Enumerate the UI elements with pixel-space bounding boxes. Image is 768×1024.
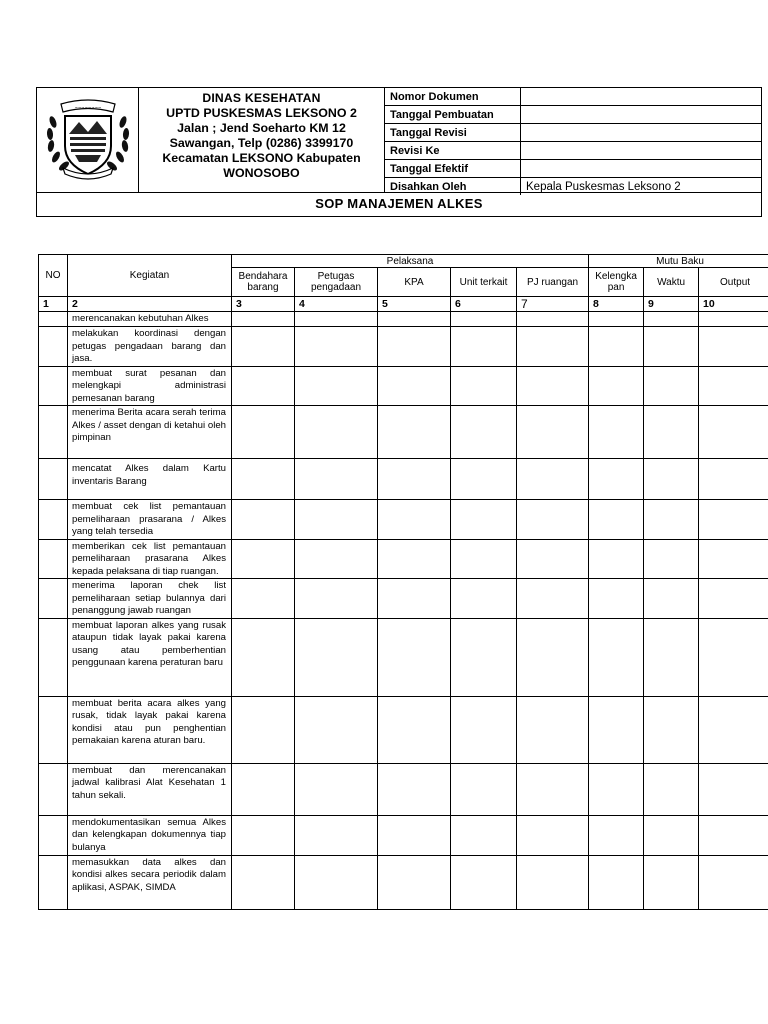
org-line: DINAS KESEHATAN xyxy=(202,91,321,105)
table-row xyxy=(39,855,768,909)
activity-text: memasukkan data alkes dan kondisi alkes secara periodik dalam aplikasi, ASPAK, SIMDA xyxy=(68,855,232,909)
activity-text: mendokumentasikan semua Alkes dan kelengkapan dokumennya tiap bulanya xyxy=(68,815,232,855)
activity-text: menerima laporan chek list pemeliharaan setiap bulannya dari penanggung jawab ruangan xyxy=(68,579,232,619)
header-kegiatan: Kegiatan xyxy=(68,255,232,297)
table-row xyxy=(39,312,768,327)
regency-crest-icon xyxy=(43,94,133,184)
activity-text: membuat berita acara alkes yang rusak, tidak layak pakai karena kondisi atau pun penghentian pemakaian karena aturan baru. xyxy=(68,696,232,763)
activity-text: membuat cek list pemantauan pemeliharaan prasarana / Alkes yang telah tersedia xyxy=(68,500,232,540)
meta-value xyxy=(521,160,762,178)
header-mutu-baku: Mutu Baku xyxy=(589,255,768,268)
header-bendahara: Bendahara barang xyxy=(232,268,295,297)
table-row xyxy=(39,366,768,406)
org-line: Sawangan, Telp (0286) 3399170 xyxy=(169,136,354,150)
column-number: 2 xyxy=(68,297,232,312)
header-no: NO xyxy=(39,255,68,297)
column-number: 7 xyxy=(517,297,589,312)
org-line: Jalan ; Jend Soeharto KM 12 xyxy=(177,121,346,135)
activity-text: membuat dan merencanakan jadwal kalibrasi Alat Kesehatan 1 tahun sekali. xyxy=(68,763,232,815)
header-petugas: Petugas pengadaan xyxy=(295,268,378,297)
activity-text: melakukan koordinasi dengan petugas pengadaan barang dan jasa. xyxy=(68,327,232,367)
table-row xyxy=(39,406,768,459)
header-kpa: KPA xyxy=(378,268,451,297)
logo-cell xyxy=(37,88,139,192)
column-number: 8 xyxy=(589,297,644,312)
document-meta-table xyxy=(385,88,761,195)
sop-activity-table xyxy=(38,254,768,910)
meta-label: Tanggal Efektif xyxy=(385,160,521,178)
meta-value xyxy=(521,88,762,106)
meta-value-approved-by: Kepala Puskesmas Leksono 2 xyxy=(526,180,681,193)
table-row xyxy=(39,500,768,540)
activity-text: menerima Berita acara serah terima Alkes / asset dengan di ketahui oleh pimpinan xyxy=(68,406,232,459)
activity-text: membuat surat pesanan dan melengkapi administrasi pemesanan barang xyxy=(68,366,232,406)
column-number: 4 xyxy=(295,297,378,312)
column-number: 6 xyxy=(451,297,517,312)
meta-label: Tanggal Pembuatan xyxy=(385,106,521,124)
svg-text:~~~~~~~~: ~~~~~~~~ xyxy=(74,105,102,110)
table-row xyxy=(39,815,768,855)
meta-value xyxy=(521,142,762,160)
meta-value xyxy=(521,124,762,142)
org-line: UPTD PUSKESMAS LEKSONO 2 xyxy=(166,106,357,120)
meta-label: Disahkan Oleh xyxy=(385,178,521,196)
meta-value xyxy=(521,106,762,124)
activity-text: mencatat Alkes dalam Kartu inventaris Barang xyxy=(68,459,232,500)
header-pelaksana: Pelaksana xyxy=(232,255,589,268)
activity-text: memberikan cek list pemantauan pemeliharaan prasarana Alkes kepada pelaksana di tiap ruangan. xyxy=(68,539,232,579)
document-title: SOP MANAJEMEN ALKES xyxy=(37,192,761,216)
table-row xyxy=(39,763,768,815)
table-row xyxy=(39,327,768,367)
table-row xyxy=(39,459,768,500)
column-number: 1 xyxy=(39,297,68,312)
header-unit-terkait: Unit terkait xyxy=(451,268,517,297)
activity-text: merencanakan kebutuhan Alkes xyxy=(68,312,232,327)
org-line: WONOSOBO xyxy=(223,166,300,180)
table-row xyxy=(39,696,768,763)
activity-text: membuat laporan alkes yang rusak ataupun tidak layak pakai karena usang atau pemberhentian penggunaan karena peraturan baru xyxy=(68,618,232,696)
organization-block xyxy=(139,88,385,192)
table-row xyxy=(39,618,768,696)
header-output: Output xyxy=(699,268,768,297)
document-header xyxy=(36,87,762,217)
table-row xyxy=(39,579,768,619)
column-number: 3 xyxy=(232,297,295,312)
meta-label: Nomor Dokumen xyxy=(385,88,521,106)
table-row xyxy=(39,539,768,579)
column-number: 9 xyxy=(644,297,699,312)
header-kelengkapan: Kelengka pan xyxy=(589,268,644,297)
org-line: Kecamatan LEKSONO Kabupaten xyxy=(162,151,361,165)
header-waktu: Waktu xyxy=(644,268,699,297)
column-number: 10 xyxy=(699,297,768,312)
meta-label: Tanggal Revisi xyxy=(385,124,521,142)
column-number: 5 xyxy=(378,297,451,312)
meta-label: Revisi Ke xyxy=(385,142,521,160)
header-pj-ruangan: PJ ruangan xyxy=(517,268,589,297)
